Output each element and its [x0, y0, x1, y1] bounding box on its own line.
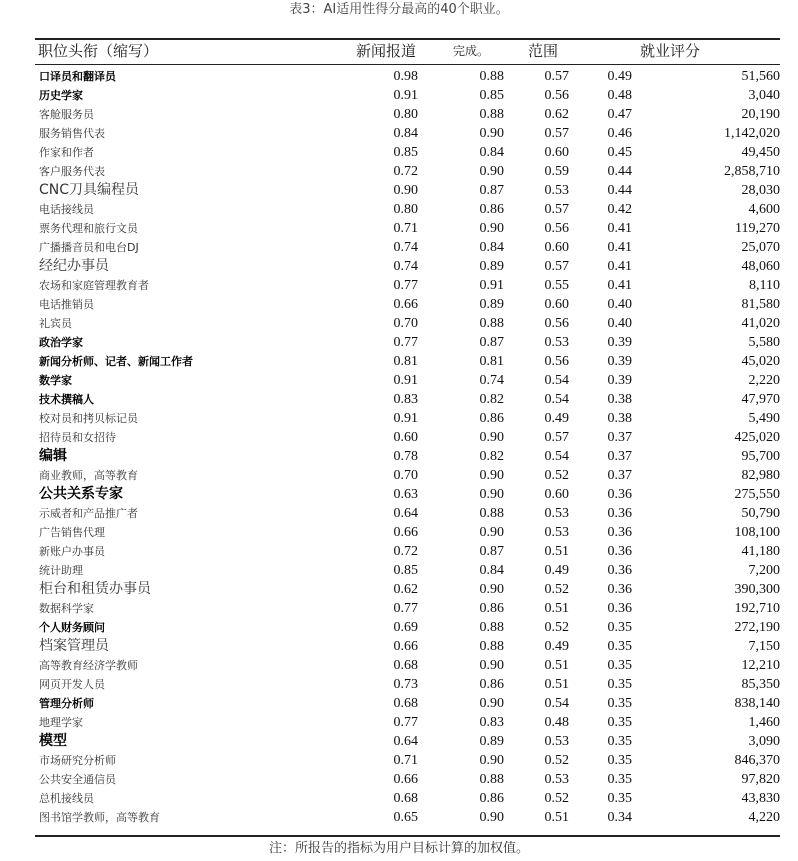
score-value: 0.35	[607, 753, 632, 768]
employment-value: 45,020	[741, 354, 780, 369]
score-value: 0.41	[607, 221, 632, 236]
table-row	[0, 105, 798, 124]
score-value: 0.35	[607, 696, 632, 711]
complete-value: 0.90	[479, 525, 504, 540]
scope-value: 0.54	[544, 392, 569, 407]
header-rule	[35, 64, 780, 65]
score-value: 0.38	[607, 411, 632, 426]
complete-value: 0.90	[479, 430, 504, 445]
news-value: 0.68	[393, 658, 418, 673]
score-value: 0.37	[607, 468, 632, 483]
occupation-name: 公共关系专家	[39, 486, 123, 502]
table-row	[0, 523, 798, 542]
employment-value: 12,210	[741, 658, 780, 673]
complete-value: 0.90	[479, 126, 504, 141]
occupation-name: 网页开发人员	[39, 678, 105, 691]
complete-value: 0.74	[479, 373, 504, 388]
score-value: 0.44	[607, 164, 632, 179]
header-employment: 就业评分	[640, 42, 701, 60]
complete-value: 0.84	[479, 240, 504, 255]
scope-value: 0.53	[544, 506, 569, 521]
table-row	[0, 219, 798, 238]
news-value: 0.84	[393, 126, 418, 141]
scope-value: 0.52	[544, 753, 569, 768]
scope-value: 0.55	[544, 278, 569, 293]
score-value: 0.46	[607, 126, 632, 141]
occupation-name: 客户服务代表	[39, 165, 105, 178]
table-row	[0, 618, 798, 637]
complete-value: 0.89	[479, 297, 504, 312]
occupation-name: 电话推销员	[39, 298, 94, 311]
employment-value: 425,020	[734, 430, 780, 445]
complete-value: 0.84	[479, 145, 504, 160]
score-value: 0.45	[607, 145, 632, 160]
news-value: 0.72	[393, 164, 418, 179]
complete-value: 0.88	[479, 316, 504, 331]
table-row	[0, 808, 798, 827]
complete-value: 0.86	[479, 411, 504, 426]
occupation-name: 政治学家	[39, 336, 83, 349]
employment-value: 48,060	[741, 259, 780, 274]
score-value: 0.44	[607, 183, 632, 198]
table-row	[0, 637, 798, 656]
scope-value: 0.49	[544, 563, 569, 578]
complete-value: 0.90	[479, 468, 504, 483]
employment-value: 28,030	[741, 183, 780, 198]
news-value: 0.68	[393, 696, 418, 711]
occupation-name: 广告销售代理	[39, 526, 105, 539]
complete-value: 0.82	[479, 392, 504, 407]
occupation-name: 票务代理和旅行文员	[39, 222, 138, 235]
scope-value: 0.53	[544, 734, 569, 749]
news-value: 0.60	[393, 430, 418, 445]
news-value: 0.71	[393, 221, 418, 236]
complete-value: 0.88	[479, 69, 504, 84]
employment-value: 4,600	[748, 202, 780, 217]
news-value: 0.77	[393, 715, 418, 730]
occupation-name: 农场和家庭管理教育者	[39, 279, 149, 292]
complete-value: 0.86	[479, 202, 504, 217]
header-scope: 范围	[528, 42, 559, 60]
scope-value: 0.49	[544, 411, 569, 426]
occupation-name: 公共安全通信员	[39, 773, 116, 786]
score-value: 0.37	[607, 449, 632, 464]
scope-value: 0.54	[544, 696, 569, 711]
news-value: 0.81	[393, 354, 418, 369]
employment-value: 119,270	[735, 221, 780, 236]
table-row	[0, 409, 798, 428]
scope-value: 0.54	[544, 449, 569, 464]
scope-value: 0.56	[544, 354, 569, 369]
scope-value: 0.53	[544, 335, 569, 350]
score-value: 0.36	[607, 544, 632, 559]
complete-value: 0.88	[479, 107, 504, 122]
score-value: 0.39	[607, 335, 632, 350]
occupation-name: 档案管理员	[39, 638, 109, 654]
news-value: 0.65	[393, 810, 418, 825]
occupation-name: 数学家	[39, 374, 72, 387]
score-value: 0.42	[607, 202, 632, 217]
complete-value: 0.86	[479, 791, 504, 806]
score-value: 0.41	[607, 278, 632, 293]
employment-value: 95,700	[741, 449, 780, 464]
score-value: 0.48	[607, 88, 632, 103]
news-value: 0.91	[393, 373, 418, 388]
scope-value: 0.60	[544, 240, 569, 255]
occupation-name: 广播播音员和电台DJ	[39, 241, 139, 254]
occupation-name: 编辑	[39, 448, 67, 464]
score-value: 0.41	[607, 259, 632, 274]
employment-value: 5,580	[748, 335, 780, 350]
score-value: 0.40	[607, 316, 632, 331]
table-row	[0, 295, 798, 314]
table-row	[0, 466, 798, 485]
employment-value: 838,140	[734, 696, 780, 711]
complete-value: 0.90	[479, 696, 504, 711]
score-value: 0.40	[607, 297, 632, 312]
occupation-name: 礼宾员	[39, 317, 72, 330]
news-value: 0.77	[393, 278, 418, 293]
employment-value: 1,460	[748, 715, 780, 730]
employment-value: 8,110	[749, 278, 780, 293]
news-value: 0.66	[393, 639, 418, 654]
score-value: 0.37	[607, 430, 632, 445]
scope-value: 0.57	[544, 69, 569, 84]
score-value: 0.36	[607, 563, 632, 578]
complete-value: 0.86	[479, 601, 504, 616]
score-value: 0.35	[607, 677, 632, 692]
table-row	[0, 390, 798, 409]
complete-value: 0.88	[479, 506, 504, 521]
score-value: 0.35	[607, 734, 632, 749]
score-value: 0.35	[607, 658, 632, 673]
scope-value: 0.52	[544, 582, 569, 597]
table-row	[0, 124, 798, 143]
score-value: 0.36	[607, 525, 632, 540]
table-row	[0, 181, 798, 200]
employment-value: 2,858,710	[724, 164, 780, 179]
table-note: 注：所报告的指标为用户目标计算的加权值。	[268, 841, 529, 856]
news-value: 0.90	[393, 183, 418, 198]
employment-value: 192,710	[734, 601, 780, 616]
scope-value: 0.52	[544, 468, 569, 483]
employment-value: 1,142,020	[724, 126, 780, 141]
employment-value: 47,970	[741, 392, 780, 407]
table-row	[0, 599, 798, 618]
scope-value: 0.51	[544, 658, 569, 673]
employment-value: 390,300	[734, 582, 780, 597]
employment-value: 41,020	[741, 316, 780, 331]
employment-value: 5,490	[748, 411, 780, 426]
scope-value: 0.56	[544, 88, 569, 103]
occupation-name: 总机接线员	[39, 792, 94, 805]
score-value: 0.36	[607, 487, 632, 502]
news-value: 0.71	[393, 753, 418, 768]
news-value: 0.98	[393, 69, 418, 84]
occupation-name: 客舱服务员	[39, 108, 94, 121]
score-value: 0.38	[607, 392, 632, 407]
scope-value: 0.57	[544, 202, 569, 217]
news-value: 0.85	[393, 145, 418, 160]
complete-value: 0.81	[479, 354, 504, 369]
employment-value: 43,830	[741, 791, 780, 806]
news-value: 0.70	[393, 468, 418, 483]
score-value: 0.47	[607, 107, 632, 122]
occupation-name: 个人财务顾问	[39, 621, 105, 634]
header-title: 职位头衔（缩写）	[38, 42, 159, 60]
scope-value: 0.60	[544, 487, 569, 502]
scope-value: 0.52	[544, 791, 569, 806]
occupation-name: 市场研究分析师	[39, 754, 116, 767]
score-value: 0.41	[607, 240, 632, 255]
news-value: 0.66	[393, 772, 418, 787]
employment-value: 20,190	[741, 107, 780, 122]
news-value: 0.62	[393, 582, 418, 597]
complete-value: 0.90	[479, 658, 504, 673]
occupation-name: 电话接线员	[39, 203, 94, 216]
table-row	[0, 238, 798, 257]
complete-value: 0.90	[479, 753, 504, 768]
occupation-name: 示威者和产品推广者	[39, 507, 138, 520]
employment-value: 82,980	[741, 468, 780, 483]
top-rule	[35, 38, 780, 40]
score-value: 0.34	[607, 810, 632, 825]
table-row	[0, 770, 798, 789]
occupation-name: 校对员和拷贝标记员	[39, 412, 138, 425]
news-value: 0.66	[393, 525, 418, 540]
header-complete: 完成。	[453, 44, 490, 58]
employment-value: 51,560	[741, 69, 780, 84]
table-row	[0, 371, 798, 390]
table-row	[0, 86, 798, 105]
complete-value: 0.86	[479, 677, 504, 692]
news-value: 0.63	[393, 487, 418, 502]
scope-value: 0.53	[544, 772, 569, 787]
scope-value: 0.53	[544, 183, 569, 198]
scope-value: 0.57	[544, 126, 569, 141]
news-value: 0.80	[393, 202, 418, 217]
scope-value: 0.57	[544, 430, 569, 445]
scope-value: 0.54	[544, 373, 569, 388]
scope-value: 0.49	[544, 639, 569, 654]
employment-value: 85,350	[741, 677, 780, 692]
complete-value: 0.82	[479, 449, 504, 464]
table-body	[0, 67, 798, 827]
news-value: 0.91	[393, 411, 418, 426]
occupation-name: 管理分析师	[39, 697, 94, 710]
complete-value: 0.90	[479, 582, 504, 597]
complete-value: 0.87	[479, 335, 504, 350]
scope-value: 0.59	[544, 164, 569, 179]
complete-value: 0.88	[479, 772, 504, 787]
news-value: 0.83	[393, 392, 418, 407]
employment-value: 4,220	[748, 810, 780, 825]
news-value: 0.69	[393, 620, 418, 635]
table-row	[0, 162, 798, 181]
table-row	[0, 789, 798, 808]
scope-value: 0.56	[544, 221, 569, 236]
complete-value: 0.90	[479, 164, 504, 179]
score-value: 0.36	[607, 601, 632, 616]
table-row	[0, 333, 798, 352]
table-caption: 表3：AI适用性得分最高的40个职业。	[289, 2, 509, 17]
occupation-name: 新账户办事员	[39, 545, 105, 558]
scope-value: 0.56	[544, 316, 569, 331]
table-row	[0, 314, 798, 333]
table-row	[0, 694, 798, 713]
table-row	[0, 504, 798, 523]
score-value: 0.39	[607, 373, 632, 388]
occupation-name: 作家和作者	[39, 146, 94, 159]
table-row	[0, 656, 798, 675]
table-row	[0, 447, 798, 466]
news-value: 0.64	[393, 506, 418, 521]
table-row	[0, 257, 798, 276]
news-value: 0.77	[393, 601, 418, 616]
table-row	[0, 580, 798, 599]
occupation-name: 柜台和租赁办事员	[39, 581, 151, 597]
news-value: 0.73	[393, 677, 418, 692]
employment-value: 3,040	[748, 88, 780, 103]
complete-value: 0.90	[479, 487, 504, 502]
employment-value: 50,790	[741, 506, 780, 521]
table-row	[0, 67, 798, 86]
news-value: 0.68	[393, 791, 418, 806]
table-row	[0, 143, 798, 162]
news-value: 0.74	[393, 240, 418, 255]
bottom-rule	[35, 835, 780, 837]
table-row	[0, 561, 798, 580]
table-row	[0, 751, 798, 770]
occupation-name: 高等教育经济学教师	[39, 659, 138, 672]
employment-value: 272,190	[734, 620, 780, 635]
score-value: 0.36	[607, 582, 632, 597]
occupation-name: 历史学家	[39, 89, 83, 102]
scope-value: 0.60	[544, 145, 569, 160]
scope-value: 0.53	[544, 525, 569, 540]
news-value: 0.85	[393, 563, 418, 578]
employment-value: 7,200	[748, 563, 780, 578]
table-row	[0, 276, 798, 295]
occupation-name: 商业教师，高等教育	[39, 469, 138, 482]
news-value: 0.74	[393, 259, 418, 274]
occupation-name: 口译员和翻译员	[39, 70, 116, 83]
news-value: 0.80	[393, 107, 418, 122]
table-row	[0, 485, 798, 504]
employment-value: 81,580	[741, 297, 780, 312]
score-value: 0.36	[607, 506, 632, 521]
complete-value: 0.87	[479, 183, 504, 198]
scope-value: 0.57	[544, 259, 569, 274]
employment-value: 108,100	[734, 525, 780, 540]
scope-value: 0.51	[544, 601, 569, 616]
table-row	[0, 428, 798, 447]
scope-value: 0.52	[544, 620, 569, 635]
occupation-name: 新闻分析师、记者、新闻工作者	[39, 355, 193, 368]
occupation-name: 统计助理	[39, 564, 83, 577]
score-value: 0.35	[607, 620, 632, 635]
employment-value: 97,820	[741, 772, 780, 787]
complete-value: 0.88	[479, 639, 504, 654]
scope-value: 0.48	[544, 715, 569, 730]
employment-value: 41,180	[741, 544, 780, 559]
occupation-name: 数据科学家	[39, 602, 94, 615]
scope-value: 0.60	[544, 297, 569, 312]
scope-value: 0.51	[544, 677, 569, 692]
complete-value: 0.84	[479, 563, 504, 578]
occupation-name: 技术撰稿人	[39, 393, 94, 406]
score-value: 0.35	[607, 791, 632, 806]
news-value: 0.91	[393, 88, 418, 103]
employment-value: 7,150	[748, 639, 780, 654]
score-value: 0.49	[607, 69, 632, 84]
employment-value: 2,220	[748, 373, 780, 388]
news-value: 0.66	[393, 297, 418, 312]
employment-value: 25,070	[741, 240, 780, 255]
score-value: 0.35	[607, 639, 632, 654]
table-row	[0, 732, 798, 751]
occupation-name: 服务销售代表	[39, 127, 105, 140]
table-row	[0, 542, 798, 561]
complete-value: 0.91	[479, 278, 504, 293]
occupation-name: 模型	[39, 733, 67, 749]
occupation-name: 经纪办事员	[39, 258, 109, 274]
employment-value: 846,370	[734, 753, 780, 768]
complete-value: 0.89	[479, 734, 504, 749]
employment-value: 49,450	[741, 145, 780, 160]
table-row	[0, 200, 798, 219]
table-row	[0, 352, 798, 371]
occupation-name: 招待员和女招待	[39, 431, 116, 444]
complete-value: 0.85	[479, 88, 504, 103]
scope-value: 0.62	[544, 107, 569, 122]
occupation-name: 图书馆学教师，高等教育	[39, 811, 160, 824]
occupation-name: CNC刀具编程员	[39, 182, 140, 198]
news-value: 0.70	[393, 316, 418, 331]
occupation-name: 地理学家	[39, 716, 83, 729]
score-value: 0.35	[607, 772, 632, 787]
table-row	[0, 675, 798, 694]
news-value: 0.78	[393, 449, 418, 464]
header-news: 新闻报道	[356, 42, 417, 60]
scope-value: 0.51	[544, 810, 569, 825]
complete-value: 0.89	[479, 259, 504, 274]
employment-value: 3,090	[748, 734, 780, 749]
employment-value: 275,550	[734, 487, 780, 502]
news-value: 0.77	[393, 335, 418, 350]
scope-value: 0.51	[544, 544, 569, 559]
score-value: 0.35	[607, 715, 632, 730]
complete-value: 0.88	[479, 620, 504, 635]
complete-value: 0.90	[479, 221, 504, 236]
table-row	[0, 713, 798, 732]
complete-value: 0.87	[479, 544, 504, 559]
news-value: 0.64	[393, 734, 418, 749]
news-value: 0.72	[393, 544, 418, 559]
complete-value: 0.90	[479, 810, 504, 825]
complete-value: 0.83	[479, 715, 504, 730]
score-value: 0.39	[607, 354, 632, 369]
